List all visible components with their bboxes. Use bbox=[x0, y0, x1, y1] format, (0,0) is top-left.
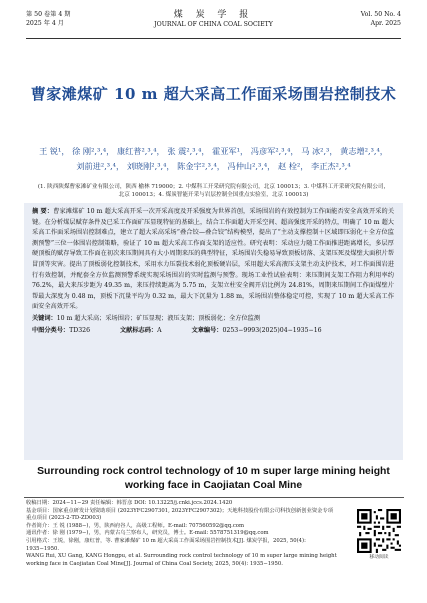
qr-code-icon bbox=[357, 509, 401, 553]
volume-issue: 第 50 卷第 4 期 2025 年 4 月 bbox=[26, 11, 71, 27]
article-title-en: Surrounding rock control technology of 10 m super large mining height working face in Caojiatan Coal Mine bbox=[37, 466, 390, 491]
qr-code[interactable] bbox=[357, 509, 401, 553]
qr-caption: 移动阅读 bbox=[369, 555, 389, 560]
author-list: 王 锐¹， 徐 刚²,³,⁴， 康红普²,³,⁴， 张 震²,³,⁴， 霍亚军¹， 冯彦军²,³,⁴， 马 冰²,³， 黄志增²,³,⁴， 刘前进²,³,⁴， 刘晓刚²,³,⁴， 陈金宇²,³,⁴， 冯仲山²,³,⁴， 赵 栓²， 李正杰²,³,⁴ bbox=[39, 146, 388, 171]
classification-line: 中图分类号：TD326 文献标志码：A 文章编号：0253−9993(2025)04−1935−16 bbox=[32, 326, 322, 334]
journal-name: 煤 炭 学 报 JOURNAL OF CHINA COAL SOCIETY bbox=[154, 10, 273, 28]
header-divider bbox=[26, 38, 401, 39]
abstract-paragraph: 摘 要：曹家滩煤矿 10 m 超大采高开采一次开采高度及开采强度为世界首创，采场围岩的有效控制为工作面能否安全高效开采的关键。在分析煤层赋存条件及已采工作面矿压显现特征的基础上，结合工作面超大开采空间、超高强度开采的特点，明确了 10 m 超大采高工作面采场围岩控制难点，建立了超大采高采场“叠合铰—叠合铰”结构模型，提出了“主动支撑控制＋区域即压弱化＋全方位监测预警”三位一体围岩控制策略，验证了 10 m 超大采高工作面支架的适应性。研究表明：采动应力随工作面推进距离增长，多层厚硬顶板的赋存导致工作面在初次来压期间具有大小周期来压的典型特征，采场围岩失稳易导致顶板切落、支架压死及煤壁大面积片帮冒顶等灾害。提出了顶板弱化控制技术，采用水力压裂技术弱化顶板硬岩层，采用超大采高液压支架主动支护技术，对工作面围岩进行有效控制，并配套全方位监测预警系统实现采场围岩的实时监测与预警。现场工业性试验表明：来压期间支架工作阻力利用率约 76.2%，最大来压步距为 49.35 m，来压持续距离为 5.75 m，支架立柱安全阀开启比例为 24.81%，周期来压期间工作面煤壁片帮最大深度为 0.48 m，顶板下沉量平均为 0.32 m，最大下沉量为 1.88 m，采场围岩整体稳定可控，实现了 10 m 超大采高工作面安全高效开采。 bbox=[32, 208, 395, 311]
journal-header bbox=[26, 10, 401, 40]
article-metadata: 收稿日期：2024−11−29 责任编辑：韩晋彦 DOI: 10.13225/j.cnki.jccs.2024.1420 基金项目：国家重点研发计划资助项目 (2023YFC2907301, 2023YFC2907302)；天地科技股份有限公司科技创新创业资金专项 重点项目 (2023-2-TD-ZD003) 作者简介：王 锐 (1988−)，男，陕西府谷人，高级工程师。E-mail: 707560592@qq.com 通讯作者：徐 刚 (1979−)，男，内蒙古乌兰察布人，研究员，博士。E-mail: 5578751319@qq.com 引用格式：王锐，徐刚，康红普，等. 曹家滩煤矿 10 m 超大采高工作面采场围岩控制技术[J]. 煤炭学报，2025, 50(4): 1935−1950. WANG Rui, XU Gang, KANG Hongpu, et al. Surrounding rock control technology of 10 m super large mining height working face in Caojiatan Coal Mine[J]. Journal of China Coal Society, 2025, 50(4): 1935−1950. bbox=[26, 500, 337, 567]
article-title-cn: 曹家滩煤矿 10 m 超大采高工作面采场围岩控制技术 bbox=[30, 85, 397, 103]
meta-divider bbox=[24, 497, 404, 498]
volume-issue-en: Vol. 50 No. 4 Apr. 2025 bbox=[360, 11, 401, 27]
abstract-block bbox=[32, 207, 394, 336]
affiliations: (1. 陕西陕煤曹家滩矿业有限公司，陕西 榆林 719000；2. 中煤科工开采研究院有限公司，北京 100013；3. 中煤科工开采研究院有限公司， 北京 100013；4. 煤炭智能开采与岩层控制全国重点实验室，北京 100013) bbox=[37, 184, 390, 199]
keywords-line: 关键词：10 m 超大采高；采场围岩；矿压显现；液压支架；顶板弱化；全方位监测 bbox=[32, 314, 261, 322]
